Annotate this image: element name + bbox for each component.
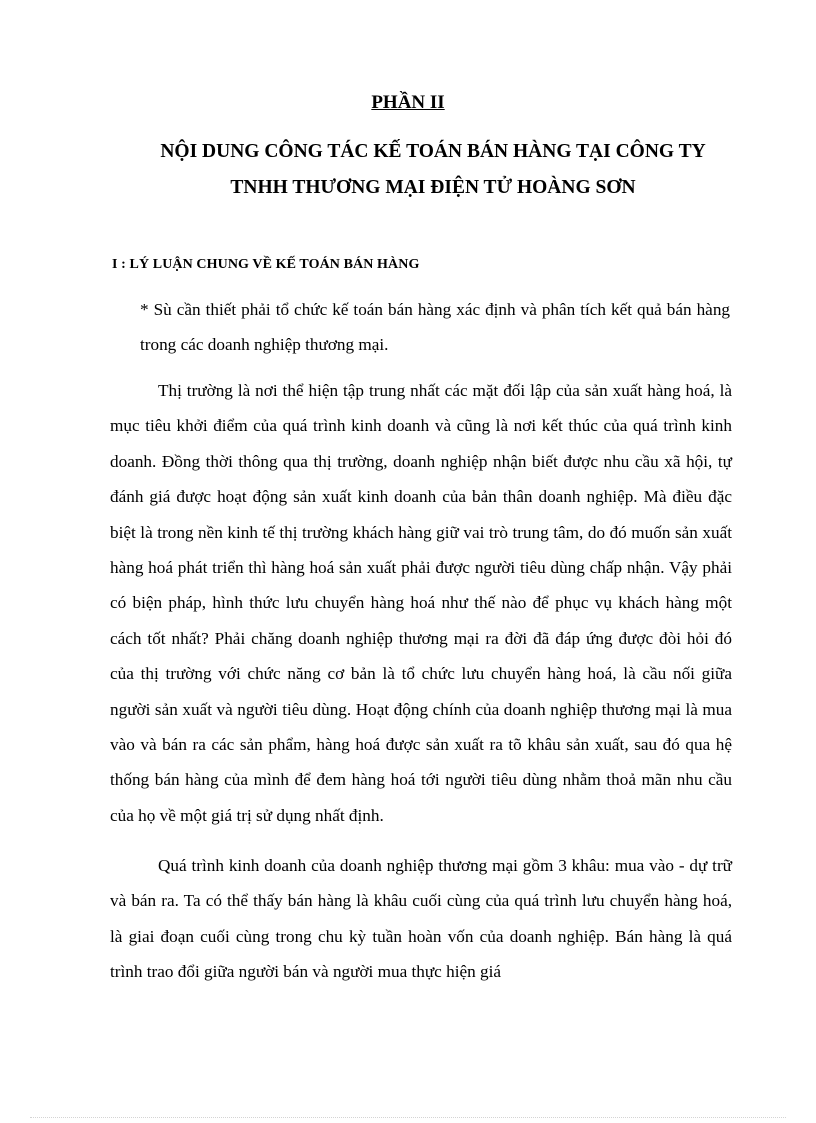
main-title: NỘI DUNG CÔNG TÁC KẾ TOÁN BÁN HÀNG TẠI CÔNG TY TNHH THƯƠNG MẠI ĐIỆN TỬ HOÀNG SƠN <box>160 141 706 198</box>
body-paragraph: Thị trường là nơi thể hiện tập trung nhất các mặt đối lập của sản xuất hàng hoá, là mục tiêu khởi điểm của quá trình kinh doanh và cũng là nơi kết thúc của quá trình kinh doanh. Đồng thời thông qua thị trường, doanh nghiệp nhận biết được nhu cầu xã hội, tự đánh giá được hoạt động sản xuất kinh doanh của bản thân doanh nghiệp. Mà điều đặc biệt là trong nền kinh tế thị trường khách hàng giữ vai trò trung tâm, do đó muốn sản xuất hàng hoá phát triển thì hàng hoá sản xuất phải được người tiêu dùng chấp nhận. Vậy phải có biện pháp, hình thức lưu chuyển hàng hoá như thế nào để phục vụ khách hàng một cách tốt nhất? Phải chăng doanh nghiệp thương mại ra đời đã đáp ứng được đòi hỏi đó của thị trường với chức năng cơ bản là tổ chức lưu chuyển hàng hoá, là cầu nối giữa người sản xuất và người tiêu dùng. Hoạt động chính của doanh nghiệp thương mại là mua vào và bán ra các sản phẩm, hàng hoá được sản xuất ra tõ khâu sản xuất, sau đó qua hệ thống bán hàng của mình để đem hàng hoá tới người tiêu dùng nhằm thoả mãn nhu cầu của họ về một giá trị sử dụng nhất định. <box>110 381 732 825</box>
part-title: PHẦN II <box>371 92 445 113</box>
note-marker: * <box>140 300 149 319</box>
body-paragraph: Quá trình kinh doanh của doanh nghiệp thương mại gồm 3 khâu: mua vào - dự trữ và bán ra. Ta có thể thấy bán hàng là khâu cuối cùng của quá trình lưu chuyển hàng hoá, là giai đoạn cuối cùng trong chu kỳ tuần hoàn vốn của doanh nghiệp. Bán hàng là quá trình trao đổi giữa người bán và người mua thực hiện giá <box>110 856 732 982</box>
note-paragraph <box>140 292 730 362</box>
note-text: Sù cần thiết phải tổ chức kế toán bán hàng xác định và phân tích kết quả bán hàng trong các doanh nghiệp thương mại. <box>140 300 731 354</box>
page-bottom-divider <box>30 1117 786 1118</box>
section-heading: I : LÝ LUẬN CHUNG VỀ KẾ TOÁN BÁN HÀNG <box>112 257 420 272</box>
